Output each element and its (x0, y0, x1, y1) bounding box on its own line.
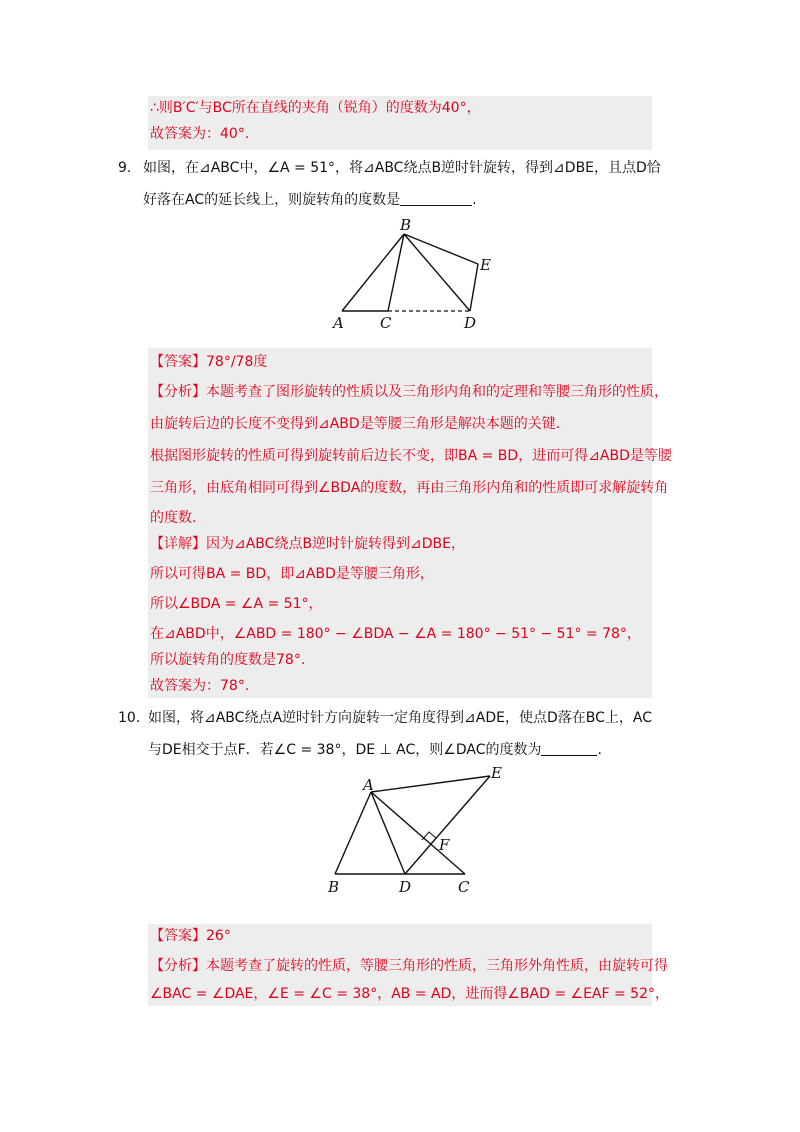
q9-answer-blank (400, 191, 472, 206)
q9-text-line2-body: 好落在AC的延长线上，则旋转角的度数是 (143, 192, 401, 208)
q9-analysis-line5: 的度数. (150, 510, 197, 526)
q9-detail-line4: 在⊿ABD中，∠ABD = 180° − ∠BDA − ∠A = 180° − 51° − 51° = 78°， (150, 626, 641, 642)
q9-answer: 【答案】78°/78度 (150, 354, 268, 370)
q10-answer: 【答案】26° (150, 928, 231, 944)
q9-detail-line3: 所以∠BDA = ∠A = 51°， (150, 596, 323, 612)
q10-text-line2-body: 与DE相交于点F．若∠C = 38°，DE ⊥ AC，则∠DAC的度数为 (148, 742, 542, 758)
q8-final-answer: 故答案为：40°. (150, 126, 250, 142)
q10-label-F: F (439, 836, 450, 854)
q9-label-B: B (400, 216, 412, 234)
q10-label-C: C (458, 878, 470, 896)
q8-conclusion-line: ∴则B′C′与BC所在直线的夹角（锐角）的度数为40°， (150, 100, 481, 116)
q10-analysis-line1: 【分析】本题考查了旋转的性质，等腰三角形的性质，三角形外角性质，由旋转可得 (150, 958, 668, 974)
q10-label-B: B (328, 878, 340, 896)
q9-label-C: C (380, 314, 392, 332)
q9-label-D: D (464, 314, 477, 332)
q10-text-line2 (148, 740, 602, 760)
q9-label-A: A (333, 314, 344, 332)
q10-text-line2-end: . (597, 742, 602, 758)
q10-figure (325, 766, 525, 896)
q9-detail-line1: 【详解】因为⊿ABC绕点B逆时针旋转得到⊿DBE， (150, 536, 466, 552)
solution-block-q10 (148, 924, 669, 1006)
q9-analysis-line2: 由旋转后边的长度不变得到⊿ABD是等腰三角形是解决本题的关键. (150, 416, 561, 432)
q10-label-E: E (491, 766, 502, 782)
q9-label-E: E (480, 256, 491, 274)
q9-analysis-line4: 三角形，由底角相同可得到∠BDA的度数，再由三角形内角和的性质即可求解旋转角 (150, 480, 669, 496)
q9-text-line2-end: . (472, 192, 477, 208)
q10-answer-blank (541, 741, 597, 756)
q9-analysis-line3: 根据图形旋转的性质可得到旋转前后边长不变，即BA = BD，进而可得⊿ABD是等腰 (150, 448, 672, 464)
q9-number: 9. (118, 160, 132, 176)
q9-detail-line5: 所以旋转角的度数是78°. (150, 652, 306, 668)
q9-final-answer: 故答案为：78°. (150, 678, 250, 694)
q10-analysis-line2: ∠BAC = ∠DAE，∠E = ∠C = 38°，AB = AD，进而得∠BAD = ∠EAF = 52°， (150, 986, 669, 1002)
q10-label-D: D (399, 878, 412, 896)
q9-text-line2 (143, 190, 477, 210)
q10-label-A: A (363, 776, 374, 794)
q10-number: 10. (118, 710, 141, 726)
q9-text-line1: 如图，在⊿ABC中，∠A = 51°，将⊿ABC绕点B逆时针旋转，得到⊿DBE，且点D恰 (143, 160, 661, 176)
q10-text-line1: 如图，将⊿ABC绕点A逆时针方向旋转一定角度得到⊿ADE，使点D落在BC上，AC (148, 710, 652, 726)
solution-block-q8 (148, 96, 652, 150)
q9-figure (330, 214, 530, 334)
solution-block-q9 (148, 348, 672, 698)
q9-analysis-line1: 【分析】本题考查了图形旋转的性质以及三角形内角和的定理和等腰三角形的性质， (150, 384, 668, 400)
q9-detail-line2: 所以可得BA = BD，即⊿ABD是等腰三角形， (150, 566, 434, 582)
